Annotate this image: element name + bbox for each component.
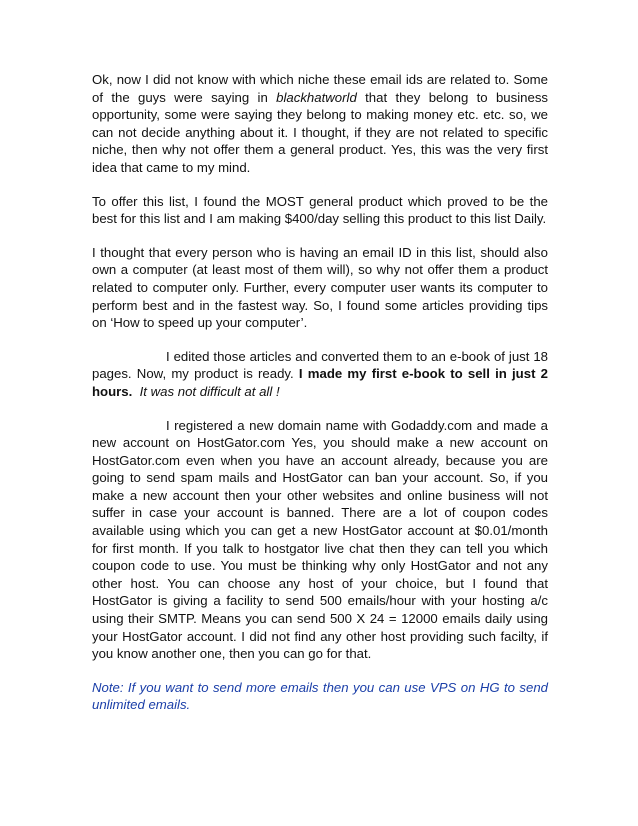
paragraph-hostgator: I registered a new domain name with Godaddy.com and made a new account on HostGator.com Yes, you should make a new account on HostGator.com even when you have an account already, because you are going to send spam mails and HostGator can ban your account. So, if you make a new account then your other websites and online business will not suffer in case your account is banned. There are a lot of coupon codes available using which you can get a new HostGator account at $0.01/month for first month. If you talk to hostgator live chat then they can tell you which coupon code to use. You must be thinking why only HostGator and not any other host. You can choose any host of your choice, but I found that HostGator is giving a facility to send 500 emails/hour with your hosting a/c using their SMTP. Means you can send 500 X 24 = 12000 emails daily using your HostGator account. I did not find any other host providing such facilty, if you know another one, then you can go for that. bbox=[92, 417, 548, 662]
paragraph-ebook-text: I edited those articles and converted them to an e-book of just 18 pages. Now, my product is ready. bbox=[92, 348, 548, 382]
paragraph-niche-text-start: Ok, now I did not know with which niche these email ids are related to. Some of the guys were saying in bbox=[92, 72, 548, 105]
document-body bbox=[92, 71, 548, 730]
ebook-bold-statement: I made my first e-book to sell in just 2 hours. bbox=[92, 366, 548, 399]
note-paragraph: Note: If you want to send more emails then you can use VPS on HG to send unlimited emails. bbox=[92, 679, 548, 713]
ebook-italic-remark: It was not difficult at all ! bbox=[139, 383, 280, 399]
paragraph-niche bbox=[92, 71, 548, 177]
blackhatworld-italic: blackhatworld bbox=[276, 89, 357, 105]
paragraph-ebook bbox=[92, 348, 548, 401]
paragraph-computer-product: I thought that every person who is having an email ID in this list, should also own a computer (at least most of them will), so why not offer them a product related to computer only. Further, every computer user wants its computer to perform best and in the fastest way. So, I found some articles providing tips on ‘How to speed up your computer’. bbox=[92, 244, 548, 331]
paragraph-niche-text-end: that they belong to business opportunity, some were saying they belong to making money etc. etc. so, we can not decide anything about it. I thought, if they are not related to specific niche, then why not offer them a general product. Yes, this was the very first idea that came to my mind. bbox=[92, 89, 549, 175]
paragraph-general-product: To offer this list, I found the MOST general product which proved to be the best for this list and I am making $400/day selling this product to this list Daily. bbox=[92, 193, 548, 227]
